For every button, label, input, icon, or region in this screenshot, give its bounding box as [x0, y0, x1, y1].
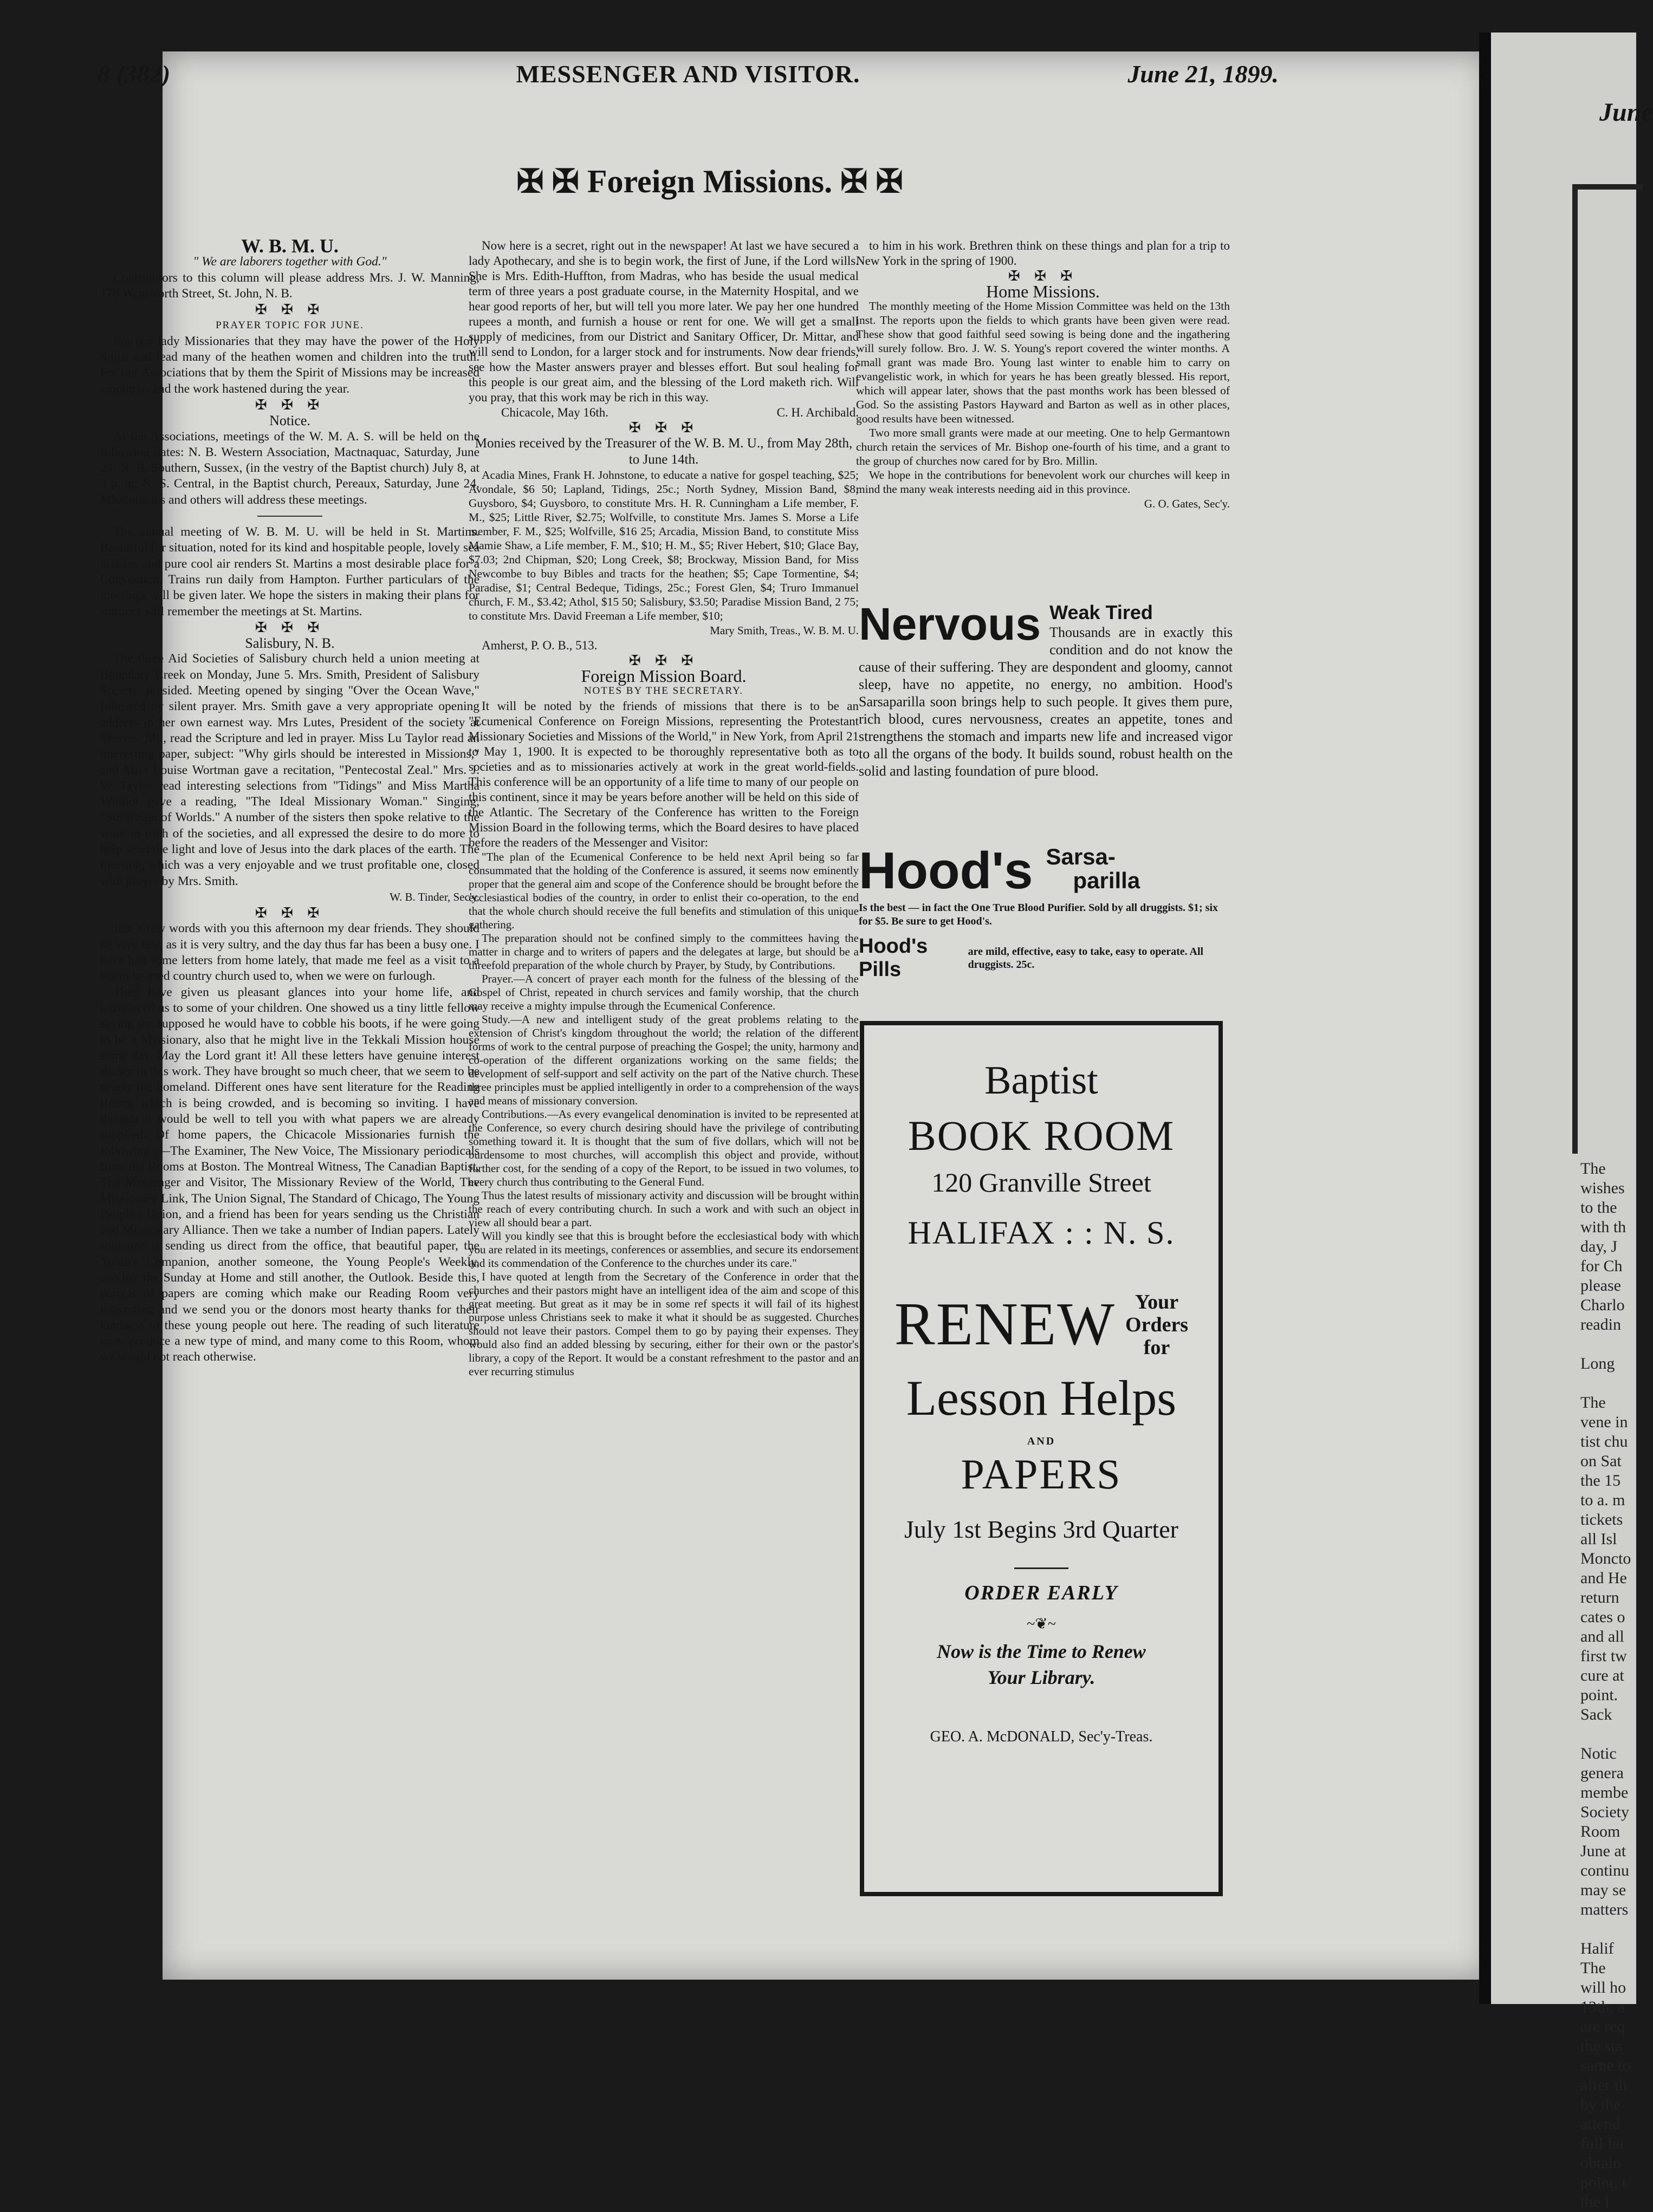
home-missions-paragraph: Two more small grants were made at our meeting. One to help Germantown church retain the services of Mr. Bishop one-fourth of his time, and a grant to the group of churches now cared for by Bro. Millin. — [856, 426, 1230, 467]
ornament-divider: ✠ ✠ ✠ — [255, 302, 325, 318]
monies-signature: Mary Smith, Treas., W. B. M. U. — [710, 624, 859, 637]
ornament-divider: ✠ ✠ ✠ — [1008, 268, 1078, 284]
ornament-left: ✠ ✠ — [516, 164, 587, 199]
monies-list: Acadia Mines, Frank H. Johnstone, to educate a native for gospel teaching, $25; Avondale, $6 50; Lapland, Tidings, 25c.; North Sydney, Mission Band, $8; Guysboro, $4; Guysboro, to constitute Mrs. H. R. Cunningham a Life member, F. M., $25; Little River, $2.75; Wolfville, to constitute Mrs. James S. Morse a Life member, F. M., $25; Wolfville, $16 25; Arcadia, Mission Band, to constitute Miss Mamie Shaw, a Life member, F. M., $10; H. M., $5; River Hebert, $10; Glace Bay, $7.03; 2nd Chipman, $20; Long Creek, $8; Brockway, Mission Band, for Miss Newcombe to buy Bibles and tracts for the heathen; $5; Cape Tormentine, $4; Paradise, $1; Central Bedeque, Tidings, 25c.; Forest Glen, $4; Truro Immanuel church, F. M., $3.42; Athol, $15 50; Salisbury, $3.50; Paradise Mission Band, 2 75; to constitute Mrs. David Freeman a Life member, $10; — [469, 469, 859, 622]
salisbury-report: The three Aid Societies of Salisbury church held a union meeting at Boundary Creek on Monday, June 5. Mrs. Smith, President of Salisbury Society, presided. Meeting opened by singing "Over the Ocean Wave," followed by silent prayer. Mrs. Smith gave a very appropriate opening address in her own earnest way. Mrs Lutes, President of the society at Steeves' Mt., read the Scripture and led in prayer. Miss Lu Taylor read an interesting paper, subject: "Why girls should be interested in Missions," and Miss Louise Wortman gave a recitation, "Pentecostal Zeal." Mrs. J. W. Taylor read interesting selections from "Tidings" and Miss Martha Wilmot gave a reading, "The Ideal Missionary Woman." Singing, "Sovereign of Worlds." A number of the sisters then spoke relative to the work in each of the societies, and all expressed the desire to do more to help send the light and love of Jesus into the dark places of the earth. The meeting, which was a very enjoyable and we trust profitable one, closed with prayer by Mrs. Smith. — [100, 652, 479, 888]
letter-place-signature: Chicacole, May 16th. C. H. Archibald. — [501, 406, 859, 419]
letter-paragraph: Just a few words with you this afternoon my dear friends. They should be very few, as it is very sultry, and the day thus far has been a busy one. I have had some letters from home lately, that made me feel as a visit to a warm hearted country church used to, when we were on furlough. — [100, 921, 479, 984]
wbmu-title: W. B. M. U. — [241, 235, 339, 257]
wbmu-intro: Contributors to this column will please address Mrs. J. W. Manning, 178 Wentworth Street, St. John, N. B. — [100, 270, 479, 301]
board-paragraph: Study.—A new and intelligent study of the great problems relating to the extension of Christ's kingdom throughout the world; the relation of the different forms of work to the central purpose of preaching the Gospel; the unity, harmony and co-operation of the different organizations working on the same fields; the development of self-support and self activity on the part of the Native church. These three principles must be applied intelligently in order to a comprehension of the ways and means of missionary conversion. — [469, 1013, 859, 1107]
home-missions-heading: Home Missions. — [986, 282, 1100, 301]
book-room-advertisement — [860, 1021, 1223, 1896]
board-paragraph: I have quoted at length from the Secretary of the Conference in order that the churches and their pastors might have an intelligent idea of the aim and scope of this great meeting. But great as it may be in some ref spects it will fail of its highest purpose unless Christians seek to make it what it should be as suggested. Churches should not leave their pastors. Compel them to go by paying their expenses. They would also find an added blessing by securing, either for their own or the pastor's library, a copy of the Report. It would be a constant refreshment to the pastor and an ever recurring stimulus — [469, 1270, 859, 1378]
book-ad-address: 120 Granville Street — [931, 1167, 1151, 1198]
prayer-topic-text: For our lady Missionaries that they may have the power of the Holy Spirit and lead many of the heathen women and children into the truth. For our Associations that by them the Spirit of Missions may be increased among us and the work hastened during the year. — [100, 334, 479, 396]
book-ad-renew-row — [864, 1290, 1218, 1359]
issue-date: June 21, 1899. — [1127, 60, 1279, 88]
column-home-missions — [856, 238, 1230, 511]
adjacent-page-date: June — [1599, 98, 1653, 127]
home-missions-paragraph: The monthly meeting of the Home Mission Committee was held on the 13th inst. The reports upon the fields to which grants have been given were read. These show that good faithful seed sowing is being done and the ingathering will surely follow. Bro. J. W. S. Young's report covered the winter months. A small grant was made Bro. Young last winter to enable him to carry on evangelistic work, in which for years he has been greatly blessed. His report, which will appear later, shows that the past months work has been blessed of God. So the assisting Pastors Hayward and Barton as well as in other places, good results have been witnessed. — [856, 300, 1230, 425]
book-ad-your-orders-for: Your Orders for — [1125, 1290, 1189, 1359]
board-paragraph: It will be noted by the friends of missions that there is to be an "Ecumenical Conference on Foreign Missions, representing the Protestant Missionary Societies and Missions of the World," in New York, from April 21 to May 1, 1900. It is expected to be thoroughly representative both as to societies and as to missionaries actively at work in the great world-fields. This conference will be an opportunity of a life time to many of our people on this continent, since it may be years before another will be held on this side of the Atlantic. The Secretary of the Conference has written to the Foreign Mission Board in the following terms, which the Board desires to have placed before the readers of the Messenger and Visitor: — [469, 699, 859, 849]
board-heading: Foreign Mission Board. — [581, 666, 747, 686]
board-paragraph: Prayer.—A concert of prayer each month for the fulness of the blessing of the Gospel of Christ, repeated in church services and family worship, that the church may receive a mighty impulse through the Ecumenical Conference. — [469, 972, 859, 1012]
masthead: MESSENGER AND VISITOR. — [516, 60, 860, 88]
board-paragraph: Thus the latest results of missionary activity and discussion will be brought within the reach of every contributing church. In such a work and with such an object in view all should bear a part. — [469, 1189, 859, 1229]
page-number: 8 (382) — [98, 60, 171, 88]
nervous-body: Thousands are in exactly this condition and do not know the cause of their suffering. They are despondent and gloomy, cannot sleep, have no appetite, no energy, no ambition. Hood's Sarsaparilla soon brings help to such people. It gives them pure, rich blood, cures nervousness, creates an appetite, tones and strengthens the stomach and imparts new life and increased vigor to all the organs of the body. It builds sound, robust health on the solid and lasting foundation of pure blood. — [859, 624, 1233, 779]
book-ad-papers: PAPERS — [961, 1450, 1122, 1498]
ornament-right: ✠ ✠ — [832, 164, 903, 199]
nervous-subheadline: Weak Tired — [1049, 601, 1153, 623]
ornament-divider: ✠ ✠ ✠ — [628, 420, 699, 435]
home-missions-signature: G. O. Gates, Sec'y. — [1144, 497, 1230, 510]
board-paragraph: Will you kindly see that this is brought before the ecclesiastical body with which you are related in its meetings, conferences or assemblies, and secure its endorsement and its commendation of the Conference to the churches under its care." — [469, 1229, 859, 1270]
column-foreign-missions — [469, 238, 859, 1378]
monies-address: Amherst, P. O. B., 513. — [482, 639, 598, 652]
ornament-divider: ✠ ✠ ✠ — [255, 619, 325, 635]
home-missions-paragraph: We hope in the contributions for benevolent work our churches will keep in mind the many weak interests needing aid in this province. — [856, 469, 1230, 496]
nervous-headline: Nervous — [859, 598, 1041, 649]
book-ad-and: AND — [1027, 1435, 1056, 1447]
monies-heading: Monies received by the Treasurer of the W. B. M. U., from May 28th, to June 14th. — [475, 436, 853, 467]
book-ad-signature: GEO. A. McDONALD, Sec'y-Treas. — [930, 1728, 1153, 1745]
board-paragraph: "The plan of the Ecumenical Conference to be held next April being so far consummated that the holding of the Conference is assured, it seems now eminently proper that the general aim and scope of the Conference should be brought before the ecclesiastical bodies of the country, in order to enlist their co-operation, to the end that the whole church should receive the full benefits and stimulation of this unique gathering. — [469, 850, 859, 931]
flourish-icon: ~❦~ — [1027, 1616, 1056, 1632]
divider-rule — [257, 516, 322, 517]
nervous-advertisement — [859, 598, 1233, 780]
ornament-divider: ✠ ✠ ✠ — [255, 396, 325, 413]
column-wbmu — [100, 235, 479, 1365]
board-paragraph: The preparation should not be confined simply to the committees having the matter in charge and to writers of papers and the delegates at large, but should be a threefold preparation of the whole church by Prayer, by Study, by Contributions. — [469, 932, 859, 972]
hoods-name: Hood's — [859, 842, 1033, 900]
book-ad-renew-library: Now is the Time to Renew Your Library. — [937, 1641, 1146, 1688]
board-subheading: NOTES BY THE SECRETARY. — [584, 685, 744, 697]
hoods-advertisement — [859, 842, 1233, 981]
book-ad-renew: RENEW — [894, 1291, 1116, 1358]
hoods-sarsaparilla: Sarsa- parilla — [1046, 844, 1140, 893]
prayer-topic-heading: PRAYER TOPIC FOR JUNE. — [216, 320, 364, 331]
board-paragraph: Contributions.—As every evangelical denomination is invited to be represented at the Conference, so every church desiring should have the privilege of contributing something toward it. It is thought that the sum of five dollars, which will not be burdensome to most churches, will accomplish this object and provide, without further cost, for the sending of a copy of the Report, to be issued in two volumes, to every church thus contributing to the General Fund. — [469, 1108, 859, 1188]
book-ad-city: HALIFAX : : N. S. — [907, 1215, 1175, 1251]
book-ad-baptist: Baptist — [984, 1058, 1098, 1103]
adjacent-page-fragment — [1491, 32, 1653, 2211]
letter-paragraph: Now here is a secret, right out in the newspaper! At last we have secured a lady Apothecary, and she is to begin work, the first of June, if the Lord wills. She is Mrs. Edith-Huffton, from Madras, who has beside the usual medical term of three years a post graduate course, in the Maternity Hospital, and we hear good reports of her, but will tell you more later. We pay her one hundred rupees a month, and furnish a house or rent for one. We will get a small supply of medicines, from our District and Sanitary Officer, Dr. Mittar, and will send to London, for a larger stock and for instruments. Now dear friends, see how the Master answers prayer and blesses effort. But soul healing for this people is our great aim, and the blessing of the Lord maketh rich. Will you pray, that this work may be rich in this way. — [469, 239, 859, 404]
salisbury-signature: W. B. Tinder, Sec'y. — [390, 890, 479, 903]
ornament-divider: ✠ ✠ ✠ — [255, 905, 325, 921]
hoods-pills-line — [859, 935, 1233, 981]
ornament-divider: ✠ ✠ ✠ — [628, 653, 699, 668]
salisbury-heading: Salisbury, N. B. — [245, 635, 335, 652]
book-ad-rule — [1014, 1567, 1068, 1569]
book-ad-book-room: BOOK ROOM — [907, 1112, 1175, 1159]
page-header — [98, 60, 1279, 103]
notice-associations: At the Associations, meetings of the W. M. A. S. will be held on the following dates: N. B. Western Association, Mactnaquac, Saturday, June 24; N. B. Southern, Sussex, (in the vestry of the Baptist church) July 8, at 3 p. m; N. S. Central, in the Baptist church, Pereaux, Saturday, June 24. Missionaries and others will address these meetings. — [100, 429, 479, 507]
book-ad-lesson-helps: Lesson Helps — [906, 1370, 1177, 1426]
wbmu-motto: " We are laborers together with God." — [193, 255, 387, 269]
hoods-subtext: Is the best — in fact the One True Blood Purifier. Sold by all druggists. $1; six for $5. Be sure to get Hood's. — [859, 902, 1218, 927]
board-paragraph-end: to him in his work. Brethren think on these things and plan for a trip to New York in the spring of 1900. — [856, 239, 1230, 268]
notice-heading: Notice. — [269, 413, 310, 429]
hoods-pills-text: are mild, effective, easy to take, easy to operate. All druggists. 25c. — [968, 946, 1204, 971]
notice-annual-meeting: The annual meeting of W. B. M. U. will be held in St. Martins. Beautiful for situation, noted for its kind and hospitable people, lovely sea breezes and pure cool air renders St. Martins a most desirable place for a Convention. Trains run daily from Hampton. Further particulars of the meetings will be given later. We hope the sisters in making their plans for summer will remember the meetings at St. Martins. — [100, 525, 479, 619]
book-ad-order-early: ORDER EARLY — [964, 1582, 1118, 1604]
adjacent-page-box-border — [1572, 184, 1643, 1154]
hoods-pills-name: Hood's Pills — [859, 935, 928, 981]
book-ad-quarter: July 1st Begins 3rd Quarter — [904, 1515, 1178, 1543]
adjacent-page-text-fragments: The wishes to the with th day, J for Ch please Charlo readin Long The vene in tist chu on Sat the 15 to a. m tickets all Isl Moncto and He return cates o and all first tw cure at point. Sack Notic genera membe Society Room June at continu may se matters Halif The will ho 13th, a are req the sta same to after th by the attend full far obtain point, t the I — [1580, 1160, 1631, 2211]
letter-paragraph: They have given us pleasant glances into your home life, and introduced us to some of your children. One showed us a tiny little fellow saying the supposed he would have to cobble his boots, if he were going to be a Missionary, also that he might live in the Tekkali Mission house some day. May the Lord grant it! All these letters have genuine interest shown in this work. They have brought so much cheer, that we seem to be nearer the homeland. Different ones have sent literature for the Reading Room, which is being crowded, and is becoming so inviting. I have thought it would be well to tell you with what papers we are already supplied. Of home papers, the Chicacole Missionaries furnish the following :—The Examiner, The New Voice, The Missionary periodicals from the Rooms at Boston. The Montreal Witness, The Canadian Baptist, The Messenger and Visitor, The Missionary Review of the World, The Missionary Link, The Union Signal, The Standard of Chicago, The Young People's Union, and a friend has been for years sending us the Christian and Missionary Alliance. Then we take a number of Indian papers. Lately someone is sending us direct from the office, that beautiful paper, the Youth's Companion, another someone, the Young People's Weekly, another the Sunday at Home and still another, the Outlook. Beside this, parcels of papers are coming which make our Reading Room very interesting and we send you or the donors most hearty thanks for their kindness to these young people out here. The reading of such literature must produce a new type of mind, and many come to this Room, whom we would not reach otherwise. — [100, 985, 479, 1364]
section-title: ✠ ✠ Foreign Missions. ✠ ✠ — [516, 164, 903, 199]
